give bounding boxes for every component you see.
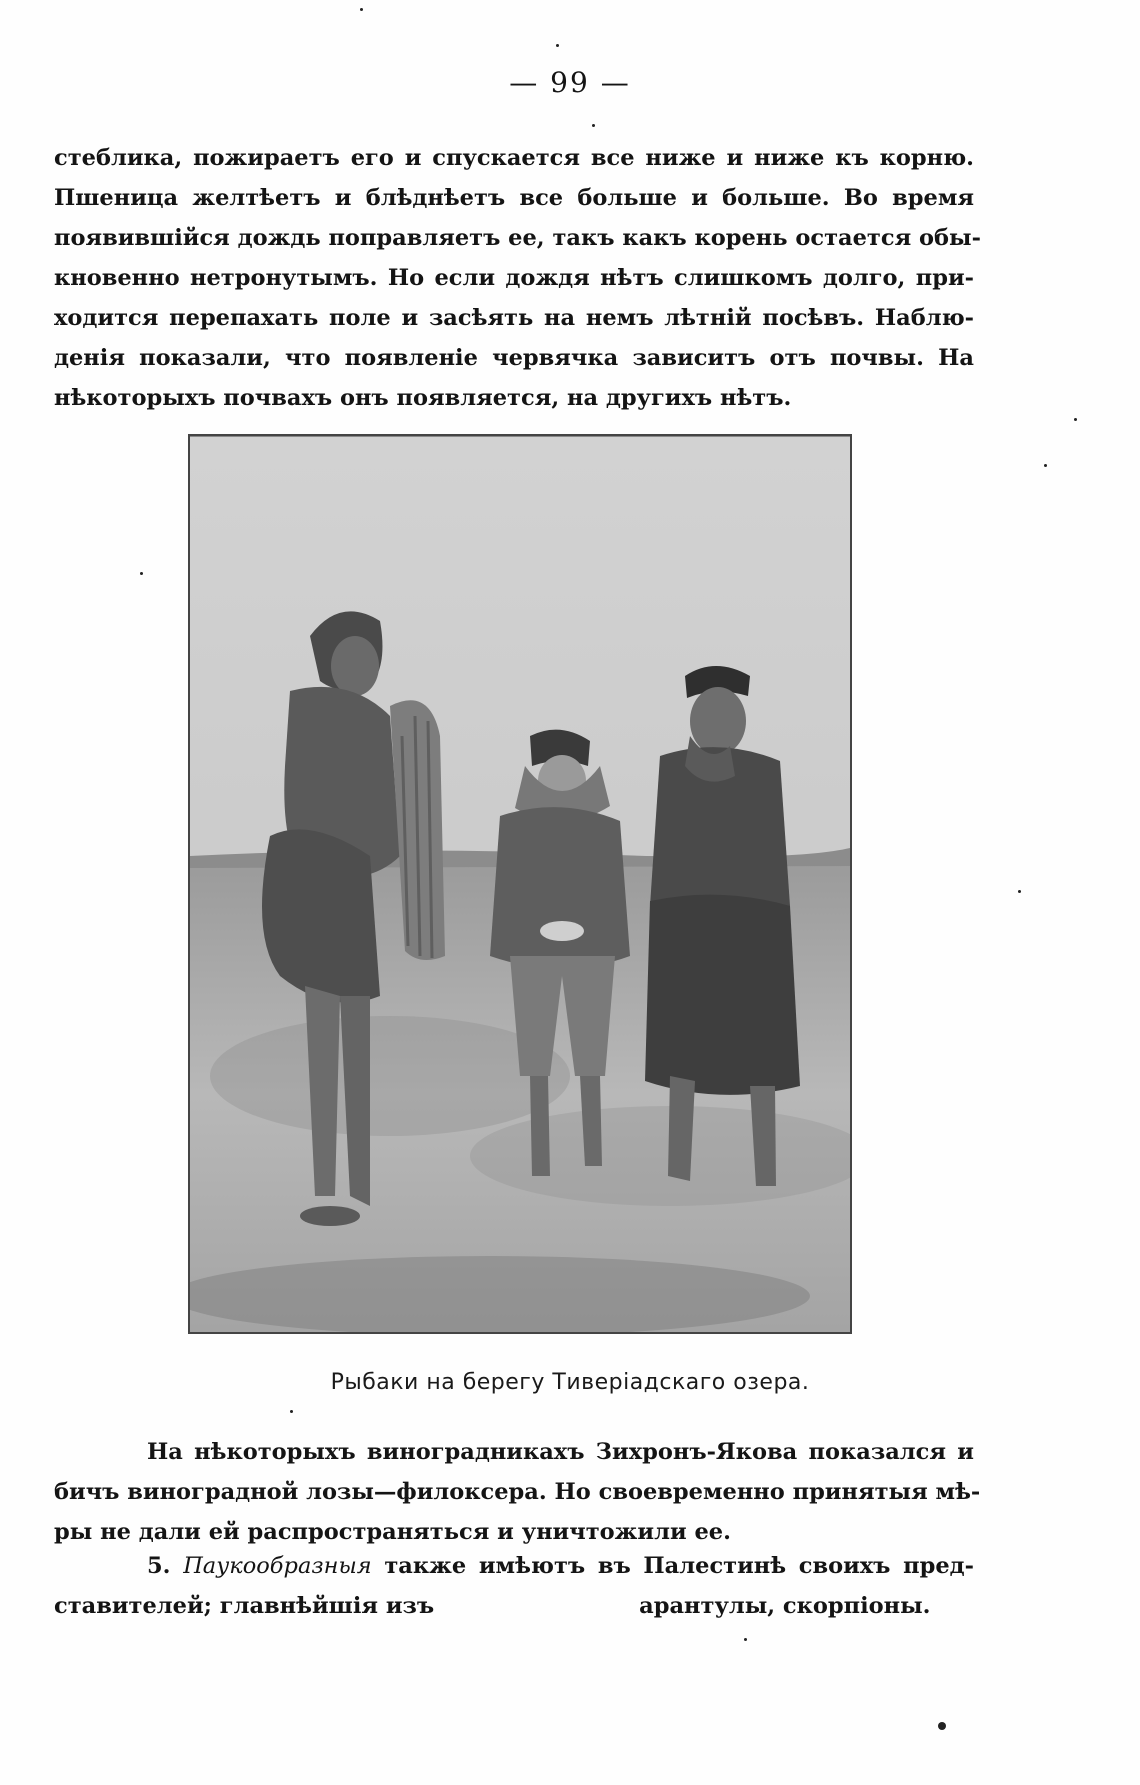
print-speck — [360, 8, 363, 11]
text-fragment: также имѣютъ въ Палестинѣ своихъ пред- — [384, 1553, 974, 1579]
text-line: денія показали, что появленіе червячка зависитъ отъ почвы. На — [54, 345, 974, 371]
photograph-fishermen — [188, 434, 852, 1334]
print-speck — [1018, 890, 1021, 893]
text-line: ходится перепахать поле и засѣять на немъ лѣтній посѣвъ. Наблю- — [54, 305, 974, 331]
section-number: 5. — [147, 1553, 171, 1579]
italic-term: Паукообразныя — [183, 1553, 372, 1579]
print-speck — [938, 1722, 946, 1730]
text-line — [54, 1586, 974, 1626]
print-speck — [592, 124, 595, 127]
paragraph-top — [54, 138, 981, 418]
page-number: — 99 — — [509, 66, 631, 99]
print-speck — [556, 44, 559, 47]
text-fragment: арантулы, скорпіоны. — [639, 1593, 931, 1619]
print-speck — [290, 1410, 293, 1413]
text-line: На нѣкоторыхъ виноградникахъ Зихронъ-Якова показался и — [147, 1439, 974, 1465]
text-line: ры не дали ей распространяться и уничтожили ее. — [54, 1519, 731, 1545]
text-line: нѣкоторыхъ почвахъ онъ появляется, на другихъ нѣтъ. — [54, 385, 792, 411]
text-line: появившійся дождь поправляетъ ее, такъ какъ корень остается обы- — [54, 225, 981, 251]
text-line: бичъ виноградной лозы—филоксера. Но своевременно принятыя мѣ- — [54, 1479, 981, 1505]
text-fragment: ставителей; главнѣйшія изъ — [54, 1593, 435, 1619]
print-speck — [1044, 464, 1047, 467]
text-line: Пшеница желтѣетъ и блѣднѣетъ все больше и больше. Во время — [54, 185, 974, 211]
print-speck — [140, 572, 143, 575]
text-line — [54, 1546, 974, 1586]
text-line: кновенно нетронутымъ. Но если дождя нѣтъ слишкомъ долго, при- — [54, 265, 974, 291]
paragraph-arachnids — [54, 1546, 974, 1626]
text-line: стеблика, пожираетъ его и спускается все ниже и ниже къ корню. — [54, 145, 974, 171]
print-speck — [744, 1638, 747, 1641]
figure-caption: Рыбаки на берегу Тиверіадскаго озера. — [330, 1370, 810, 1395]
paragraph-phylloxera — [54, 1432, 981, 1552]
print-speck — [1074, 418, 1077, 421]
photo-illustration — [190, 436, 850, 1332]
